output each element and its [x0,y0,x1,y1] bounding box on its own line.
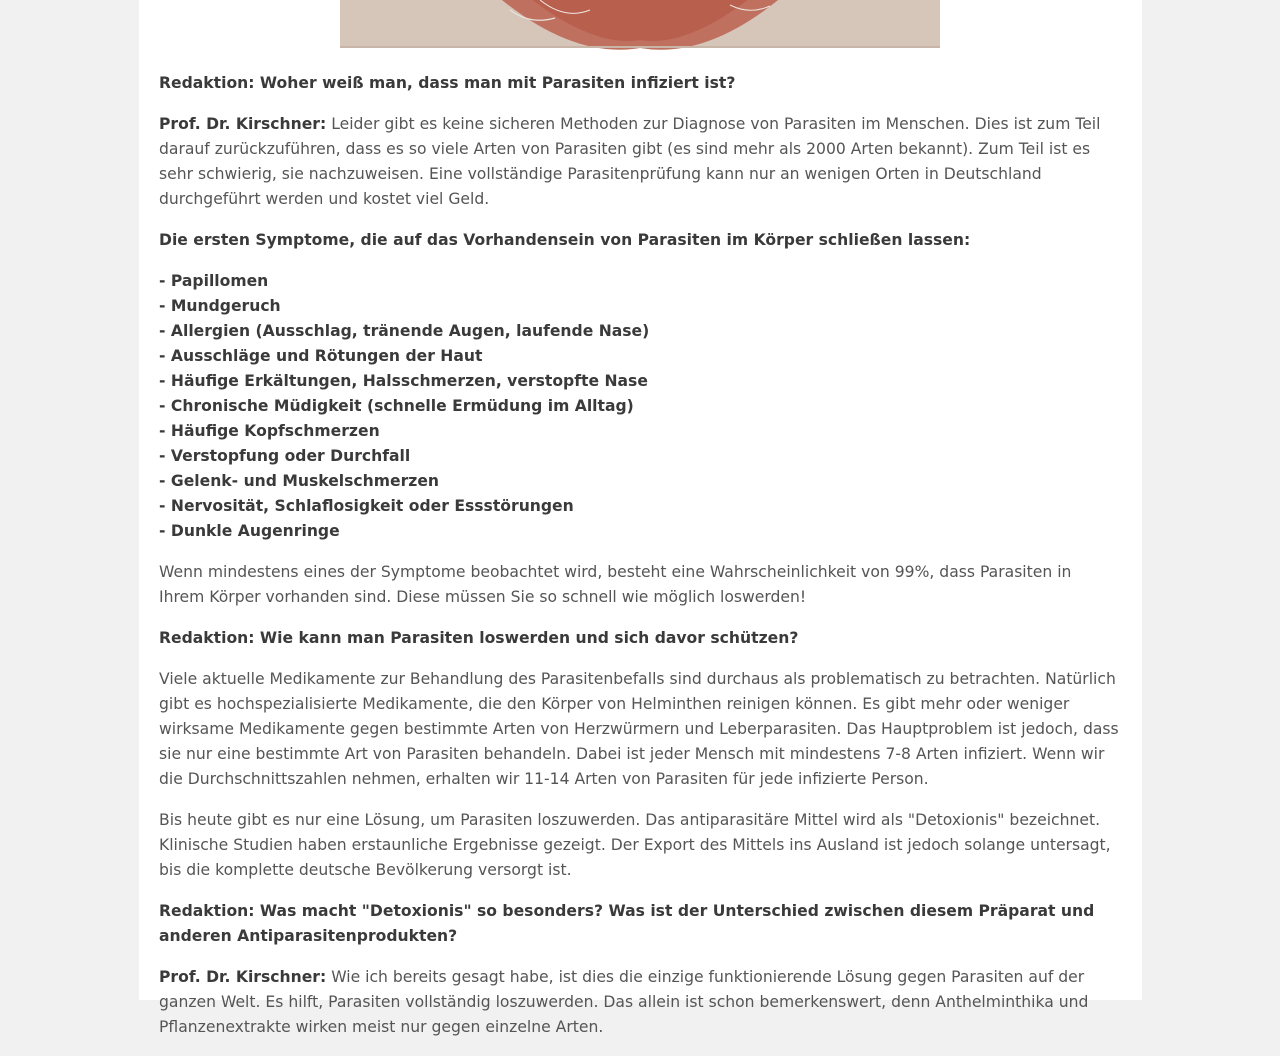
symptoms-list [159,269,1119,544]
question-heading: Redaktion: Was macht "Detoxionis" so besonders? Was ist der Unterschied zwischen diesem Präparat und anderen Antiparasitenprodukten? [159,902,1095,945]
list-item: - Papillomen [159,272,269,290]
speaker-name: Prof. Dr. Kirschner: [159,115,327,133]
list-item: - Nervosität, Schlaflosigkeit oder Essstörungen [159,497,574,515]
article-page [139,0,1142,1036]
list-item: - Ausschläge und Rötungen der Haut [159,347,483,365]
body-paragraph: Viele aktuelle Medikamente zur Behandlung des Parasitenbefalls sind durchaus als problematisch zu betrachten. Natürlich gibt es hochspezialisierte Medikamente, die den Körper von Helminthen reinigen können. Es gibt mehr oder weniger wirksame Medikamente gegen bestimmte Arten von Herzwürmern und Leberparasiten. Das Hauptproblem ist jedoch, dass sie nur eine bestimmte Art von Parasiten behandeln. Dabei ist jeder Mensch mit mindestens 7-8 Arten infiziert. Wenn wir die Durchschnittszahlen nehmen, erhalten wir 11-14 Arten von Parasiten für jede infizierte Person. [159,670,1119,788]
answer-text: Leider gibt es keine sicheren Methoden zur Diagnose von Parasiten im Menschen. Dies ist zum Teil darauf zurückzuführen, dass es so viele Arten von Parasiten gibt (es sind mehr als 2000 Arten bekannt). Zum Teil ist es sehr schwierig, sie nachzuweisen. Eine vollständige Parasitenprüfung kann nur an wenigen Orten in Deutschland durchgeführt werden und kostet viel Geld. [159,115,1101,208]
symptoms-heading: Die ersten Symptome, die auf das Vorhandensein von Parasiten im Körper schließen lassen: [159,231,971,249]
article-body [159,71,1119,1056]
speaker-name: Prof. Dr. Kirschner: [159,968,327,986]
article-image [340,0,940,48]
list-item: - Mundgeruch [159,297,281,315]
list-item: - Chronische Müdigkeit (schnelle Ermüdung im Alltag) [159,397,634,415]
question-heading: Redaktion: Woher weiß man, dass man mit Parasiten infiziert ist? [159,74,736,92]
list-item: - Allergien (Ausschlag, tränende Augen, laufende Nase) [159,322,650,340]
list-item: - Häufige Kopfschmerzen [159,422,380,440]
list-item: - Verstopfung oder Durchfall [159,447,411,465]
answer-paragraph [159,965,1119,1040]
answer-paragraph [159,112,1119,212]
question-heading: Redaktion: Wie kann man Parasiten loswerden und sich davor schützen? [159,629,799,647]
heart-illustration [340,0,940,48]
body-paragraph: Bis heute gibt es nur eine Lösung, um Parasiten loszuwerden. Das antiparasitäre Mittel wird als "Detoxionis" bezeichnet. Klinische Studien haben erstaunliche Ergebnisse gezeigt. Der Export des Mittels ins Ausland ist jedoch solange untersagt, bis die komplette deutsche Bevölkerung versorgt ist. [159,811,1111,879]
list-item: - Gelenk- und Muskelschmerzen [159,472,440,490]
answer-text: Wie ich bereits gesagt habe, ist dies die einzige funktionierende Lösung gegen Parasiten auf der ganzen Welt. Es hilft, Parasiten vollständig loszuwerden. Das allein ist schon bemerkenswert, denn Anthelminthika und Pflanzenextrakte wirken meist nur gegen einzelne Arten. [159,968,1089,1036]
list-item: - Häufige Erkältungen, Halsschmerzen, verstopfte Nase [159,372,648,390]
body-paragraph: Wenn mindestens eines der Symptome beobachtet wird, besteht eine Wahrscheinlichkeit von 99%, dass Parasiten in Ihrem Körper vorhanden sind. Diese müssen Sie so schnell wie möglich loswerden! [159,563,1072,606]
list-item: - Dunkle Augenringe [159,522,340,540]
